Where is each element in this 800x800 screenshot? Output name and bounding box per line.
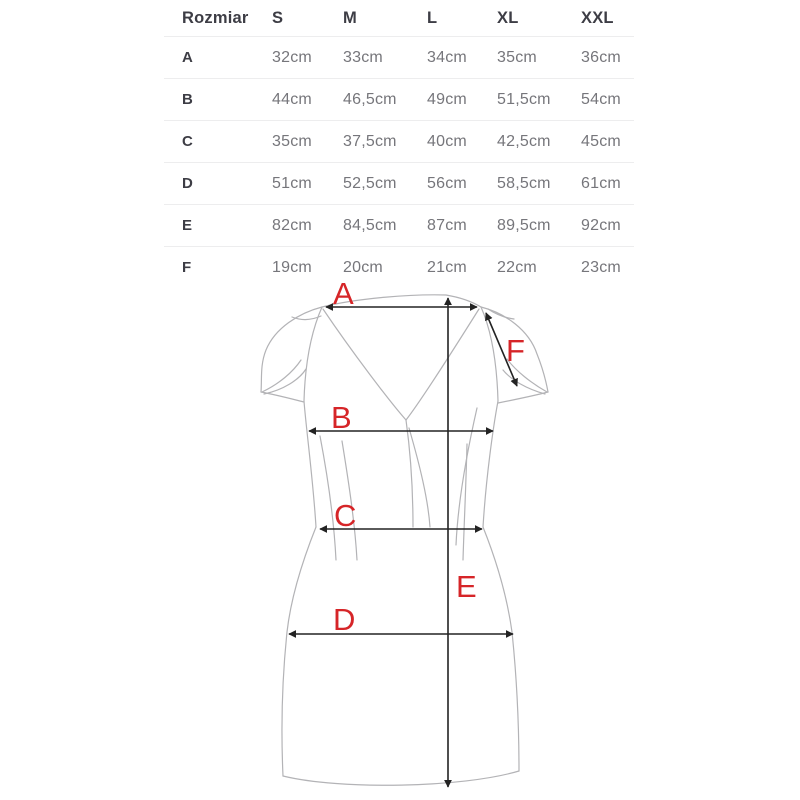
right-sleeve-gather: [503, 370, 545, 394]
size-value: 84,5cm: [343, 216, 397, 234]
size-value: 21cm: [427, 258, 467, 276]
column-header-l: L: [427, 8, 438, 27]
dress-outline: [261, 295, 548, 785]
size-value: 19cm: [272, 258, 312, 276]
right-side-seam: [483, 401, 498, 527]
measurement-arrows: [289, 298, 517, 787]
measure-label-f: F: [506, 333, 525, 368]
size-value: 36cm: [581, 48, 621, 66]
wrap-edge: [406, 420, 413, 527]
row-label: C: [182, 133, 194, 150]
measure-label-b: B: [331, 400, 352, 435]
row-label: B: [182, 91, 194, 108]
size-value: 34cm: [427, 48, 467, 66]
row-label: D: [182, 175, 194, 192]
column-header-m: M: [343, 8, 357, 27]
size-value: 56cm: [427, 174, 467, 192]
left-side-seam: [304, 401, 316, 527]
measure-label-c: C: [334, 498, 357, 533]
column-header-xl: XL: [497, 8, 519, 27]
right-sleeve-hem: [498, 392, 548, 403]
size-value: 51,5cm: [497, 90, 551, 108]
measurement-labels: [331, 276, 525, 637]
size-value: 87cm: [427, 216, 467, 234]
row-label: F: [182, 259, 192, 276]
left-sleeve-outer: [261, 307, 322, 392]
size-value: 42,5cm: [497, 132, 551, 150]
size-value: 35cm: [272, 132, 312, 150]
v-neckline-right: [406, 309, 479, 420]
column-header-rozmiar: Rozmiar: [182, 8, 249, 27]
size-value: 33cm: [343, 48, 383, 66]
size-value: 20cm: [343, 258, 383, 276]
size-value: 82cm: [272, 216, 312, 234]
size-value: 45cm: [581, 132, 621, 150]
size-value: 37,5cm: [343, 132, 397, 150]
size-value: 44cm: [272, 90, 312, 108]
left-skirt-side: [282, 527, 316, 776]
column-header-s: S: [272, 8, 284, 27]
size-value: 51cm: [272, 174, 312, 192]
left-sleeve-gather: [264, 369, 306, 394]
skirt-hem: [283, 771, 519, 785]
size-value: 61cm: [581, 174, 621, 192]
size-value: 49cm: [427, 90, 467, 108]
left-sleeve-gather: [262, 360, 301, 392]
row-label: A: [182, 49, 194, 66]
size-value: 32cm: [272, 48, 312, 66]
right-princess-seam: [463, 444, 467, 560]
size-value: 92cm: [581, 216, 621, 234]
size-value: 22cm: [497, 258, 537, 276]
size-value: 58,5cm: [497, 174, 551, 192]
size-value: 35cm: [497, 48, 537, 66]
size-value: 89,5cm: [497, 216, 551, 234]
measure-label-d: D: [333, 602, 356, 637]
measure-label-e: E: [456, 569, 477, 604]
left-armhole: [304, 307, 322, 401]
size-value: 52,5cm: [343, 174, 397, 192]
row-label: E: [182, 217, 193, 234]
size-value: 23cm: [581, 258, 621, 276]
measure-label-a: A: [333, 276, 354, 311]
size-value: 54cm: [581, 90, 621, 108]
size-value: 40cm: [427, 132, 467, 150]
size-value: 46,5cm: [343, 90, 397, 108]
right-skirt-side: [483, 527, 519, 771]
column-header-xxl: XXL: [581, 8, 614, 27]
